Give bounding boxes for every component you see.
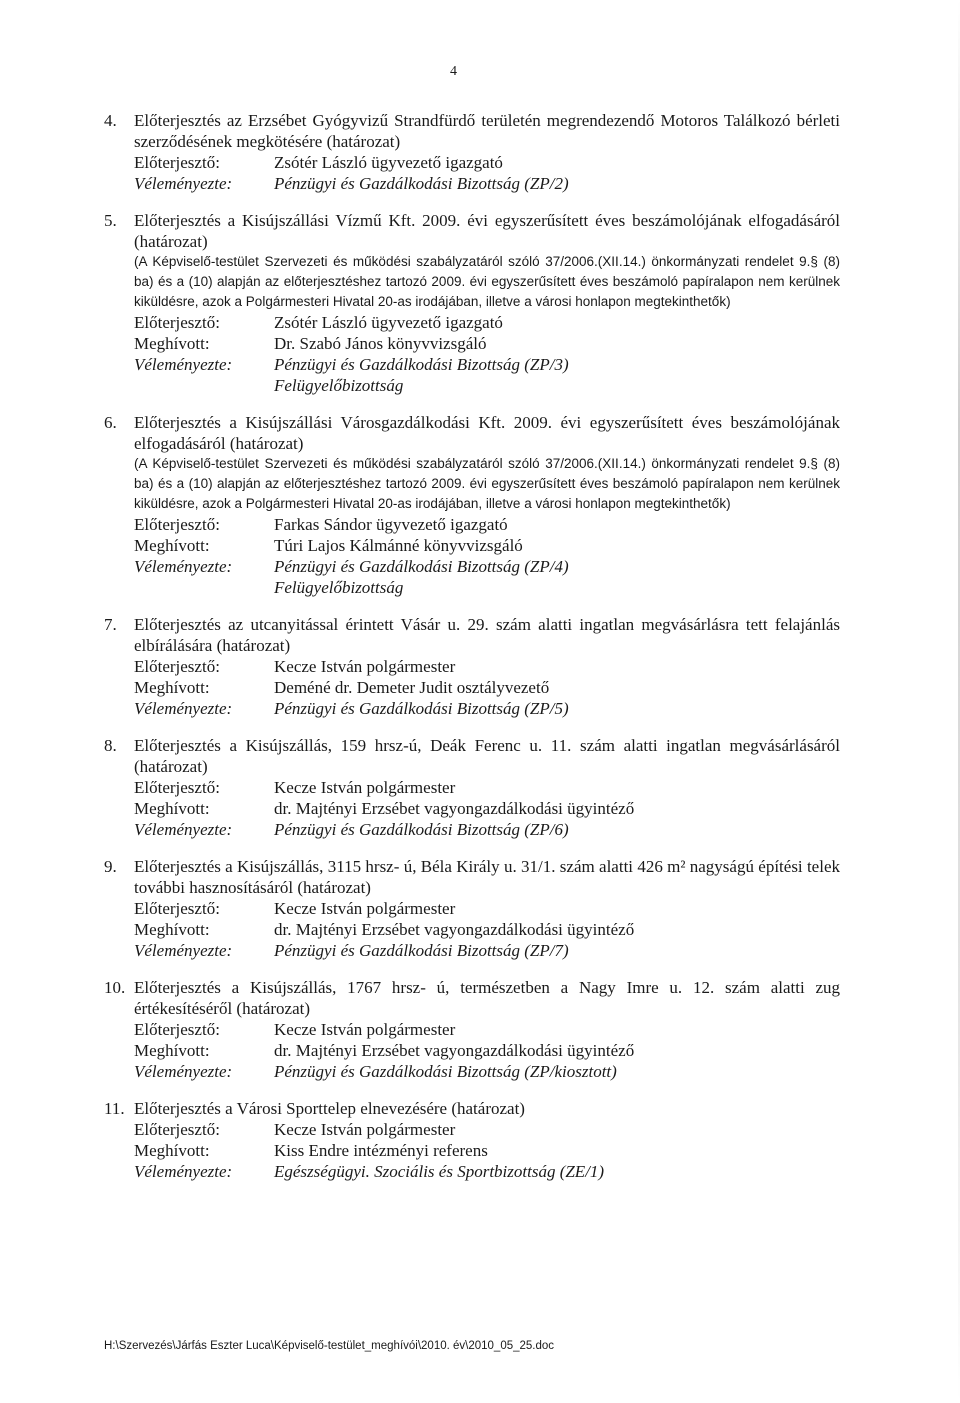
presenter-row-value: Zsótér László ügyvezető igazgató — [274, 153, 503, 172]
presenter-row — [134, 656, 840, 677]
presenter-row-value: Kecze István polgármester — [274, 899, 456, 918]
item-number: 11. — [104, 1099, 125, 1118]
presenter-row-value: Farkas Sándor ügyvezető igazgató — [274, 515, 508, 534]
item-title: Előterjesztés a Városi Sporttelep elnevezésére (határozat) — [134, 1099, 525, 1118]
invited-row — [134, 1040, 840, 1061]
item-number: 6. — [104, 413, 117, 432]
reviewer-row-label: Véleményezte: — [134, 941, 233, 960]
reviewer-row — [134, 354, 840, 375]
reviewer-extra: Felügyelőbizottság — [274, 376, 404, 395]
item-number: 8. — [104, 736, 117, 755]
presenter-row-label: Előterjesztő: — [134, 778, 220, 797]
presenter-row — [134, 152, 840, 173]
invited-row-value: Túri Lajos Kálmánné könyvvizsgáló — [274, 536, 523, 555]
agenda-item — [104, 977, 840, 1082]
invited-row-value: Deméné dr. Demeter Judit osztályvezető — [274, 678, 550, 697]
reviewer-row-label: Véleményezte: — [134, 557, 233, 576]
presenter-row-label: Előterjesztő: — [134, 153, 220, 172]
item-note: (A Képviselő-testület Szervezeti és működési szabályzatáról szóló 37/2006.(XII.14.) önkormányzati rendelet 9.§ (8) ba) és a (10) alapján az előterjesztéshez tartozó 2009. évi egyszerűsített éves beszámoló papíralapon nem kerülnek kiküldésre, azok a Polgármesteri Hivatal 20-as irodájában, illetve a városi honlapon megtekinthetők) — [134, 254, 840, 309]
agenda-list — [104, 110, 840, 1198]
invited-row-label: Meghívott: — [134, 920, 210, 939]
invited-row-label: Meghívott: — [134, 536, 210, 555]
presenter-row — [134, 1119, 840, 1140]
reviewer-extra: Felügyelőbizottság — [274, 578, 404, 597]
invited-row-label: Meghívott: — [134, 334, 210, 353]
presenter-row-value: Kecze István polgármester — [274, 1020, 456, 1039]
agenda-item — [104, 412, 840, 598]
presenter-row-value: Kecze István polgármester — [274, 657, 456, 676]
reviewer-row-value: Pénzügyi és Gazdálkodási Bizottság (ZP/2) — [274, 174, 569, 193]
item-title: Előterjesztés a Kisújszállás, 1767 hrsz- ú, természetben a Nagy Imre u. 12. szám alatti zug értékesítéséről (határozat) — [134, 978, 840, 1018]
item-title: Előterjesztés a Kisújszállási Vízmű Kft. 2009. évi egyszerűsített éves beszámolójának elfogadásáról (határozat) — [134, 211, 840, 251]
reviewer-row-value: Pénzügyi és Gazdálkodási Bizottság (ZP/5) — [274, 699, 569, 718]
invited-row-value: Kiss Endre intézményi referens — [274, 1141, 488, 1160]
presenter-row — [134, 312, 840, 333]
invited-row — [134, 535, 840, 556]
invited-row — [134, 1140, 840, 1161]
agenda-item — [104, 735, 840, 840]
reviewer-row — [134, 698, 840, 719]
invited-row — [134, 333, 840, 354]
file-path-footer: H:\Szervezés\Járfás Eszter Luca\Képviselő-testület_meghívói\2010. év\2010_05_25.doc — [104, 1340, 555, 1352]
presenter-row — [134, 1019, 840, 1040]
reviewer-row-label: Véleményezte: — [134, 820, 233, 839]
invited-row-value: Dr. Szabó János könyvvizsgáló — [274, 334, 487, 353]
invited-row — [134, 798, 840, 819]
presenter-row-value: Zsótér László ügyvezető igazgató — [274, 313, 503, 332]
reviewer-row — [134, 173, 840, 194]
invited-row — [134, 919, 840, 940]
invited-row — [134, 677, 840, 698]
reviewer-row-label: Véleményezte: — [134, 174, 233, 193]
reviewer-row-value: Egészségügyi. Szociális és Sportbizottság (ZE/1) — [274, 1162, 605, 1181]
invited-row-value: dr. Majtényi Erzsébet vagyongazdálkodási ügyintéző — [274, 799, 635, 818]
invited-row-value: dr. Majtényi Erzsébet vagyongazdálkodási ügyintéző — [274, 920, 635, 939]
item-title: Előterjesztés a Kisújszállási Városgazdálkodási Kft. 2009. évi egyszerűsített éves beszámolójának elfogadásáról (határozat) — [134, 413, 840, 453]
presenter-row-value: Kecze István polgármester — [274, 778, 456, 797]
presenter-row — [134, 514, 840, 535]
presenter-row-label: Előterjesztő: — [134, 1020, 220, 1039]
agenda-item — [104, 614, 840, 719]
presenter-row-label: Előterjesztő: — [134, 657, 220, 676]
agenda-item — [104, 856, 840, 961]
reviewer-row-label: Véleményezte: — [134, 1062, 233, 1081]
reviewer-row-value: Pénzügyi és Gazdálkodási Bizottság (ZP/7) — [274, 941, 569, 960]
reviewer-row-label: Véleményezte: — [134, 1162, 233, 1181]
invited-row-label: Meghívott: — [134, 799, 210, 818]
agenda-item — [104, 110, 840, 194]
presenter-row-label: Előterjesztő: — [134, 899, 220, 918]
reviewer-row-value: Pénzügyi és Gazdálkodási Bizottság (ZP/4) — [274, 557, 569, 576]
reviewer-row — [134, 556, 840, 577]
reviewer-row-value: Pénzügyi és Gazdálkodási Bizottság (ZP/kiosztott) — [274, 1062, 617, 1081]
item-number: 4. — [104, 111, 117, 130]
presenter-row-value: Kecze István polgármester — [274, 1120, 456, 1139]
invited-row-value: dr. Majtényi Erzsébet vagyongazdálkodási ügyintéző — [274, 1041, 635, 1060]
invited-row-label: Meghívott: — [134, 678, 210, 697]
agenda-item — [104, 210, 840, 396]
item-number: 5. — [104, 211, 117, 230]
item-number: 9. — [104, 857, 117, 876]
presenter-row-label: Előterjesztő: — [134, 515, 220, 534]
item-note: (A Képviselő-testület Szervezeti és működési szabályzatáról szóló 37/2006.(XII.14.) önkormányzati rendelet 9.§ (8) ba) és a (10) alapján az előterjesztéshez tartozó 2009. évi egyszerűsített éves beszámoló papíralapon nem kerülnek kiküldésre, azok a Polgármesteri Hivatal 20-as irodájában, illetve a városi honlapon megtekinthetők) — [134, 456, 840, 511]
invited-row-label: Meghívott: — [134, 1141, 210, 1160]
item-title: Előterjesztés a Kisújszállás, 159 hrsz-ú, Deák Ferenc u. 11. szám alatti ingatlan megvásárlásáról (határozat) — [134, 736, 840, 776]
item-title: Előterjesztés a Kisújszállás, 3115 hrsz- ú, Béla Király u. 31/1. szám alatti 426 m² nagyságú építési telek további hasznosításáról (határozat) — [134, 857, 840, 897]
invited-row-label: Meghívott: — [134, 1041, 210, 1060]
presenter-row-label: Előterjesztő: — [134, 1120, 220, 1139]
presenter-row — [134, 777, 840, 798]
agenda-item — [104, 1098, 840, 1182]
item-title: Előterjesztés az Erzsébet Gyógyvizű Strandfürdő területén megrendezendő Motoros Találkozó bérleti szerződésének megkötésére (határozat) — [134, 111, 840, 151]
presenter-row — [134, 898, 840, 919]
reviewer-row-value: Pénzügyi és Gazdálkodási Bizottság (ZP/6) — [274, 820, 569, 839]
item-title: Előterjesztés az utcanyitással érintett Vásár u. 29. szám alatti ingatlan megvásárlásra tett felajánlás elbírálására (határozat) — [134, 615, 840, 655]
reviewer-row — [134, 1161, 840, 1182]
reviewer-row — [134, 1061, 840, 1082]
reviewer-row-value: Pénzügyi és Gazdálkodási Bizottság (ZP/3) — [274, 355, 569, 374]
reviewer-row — [134, 819, 840, 840]
reviewer-row-label: Véleményezte: — [134, 355, 233, 374]
reviewer-row-label: Véleményezte: — [134, 699, 233, 718]
item-number: 7. — [104, 615, 117, 634]
item-number: 10. — [104, 978, 126, 997]
page-number: 4 — [450, 64, 457, 79]
reviewer-row — [134, 940, 840, 961]
presenter-row-label: Előterjesztő: — [134, 313, 220, 332]
